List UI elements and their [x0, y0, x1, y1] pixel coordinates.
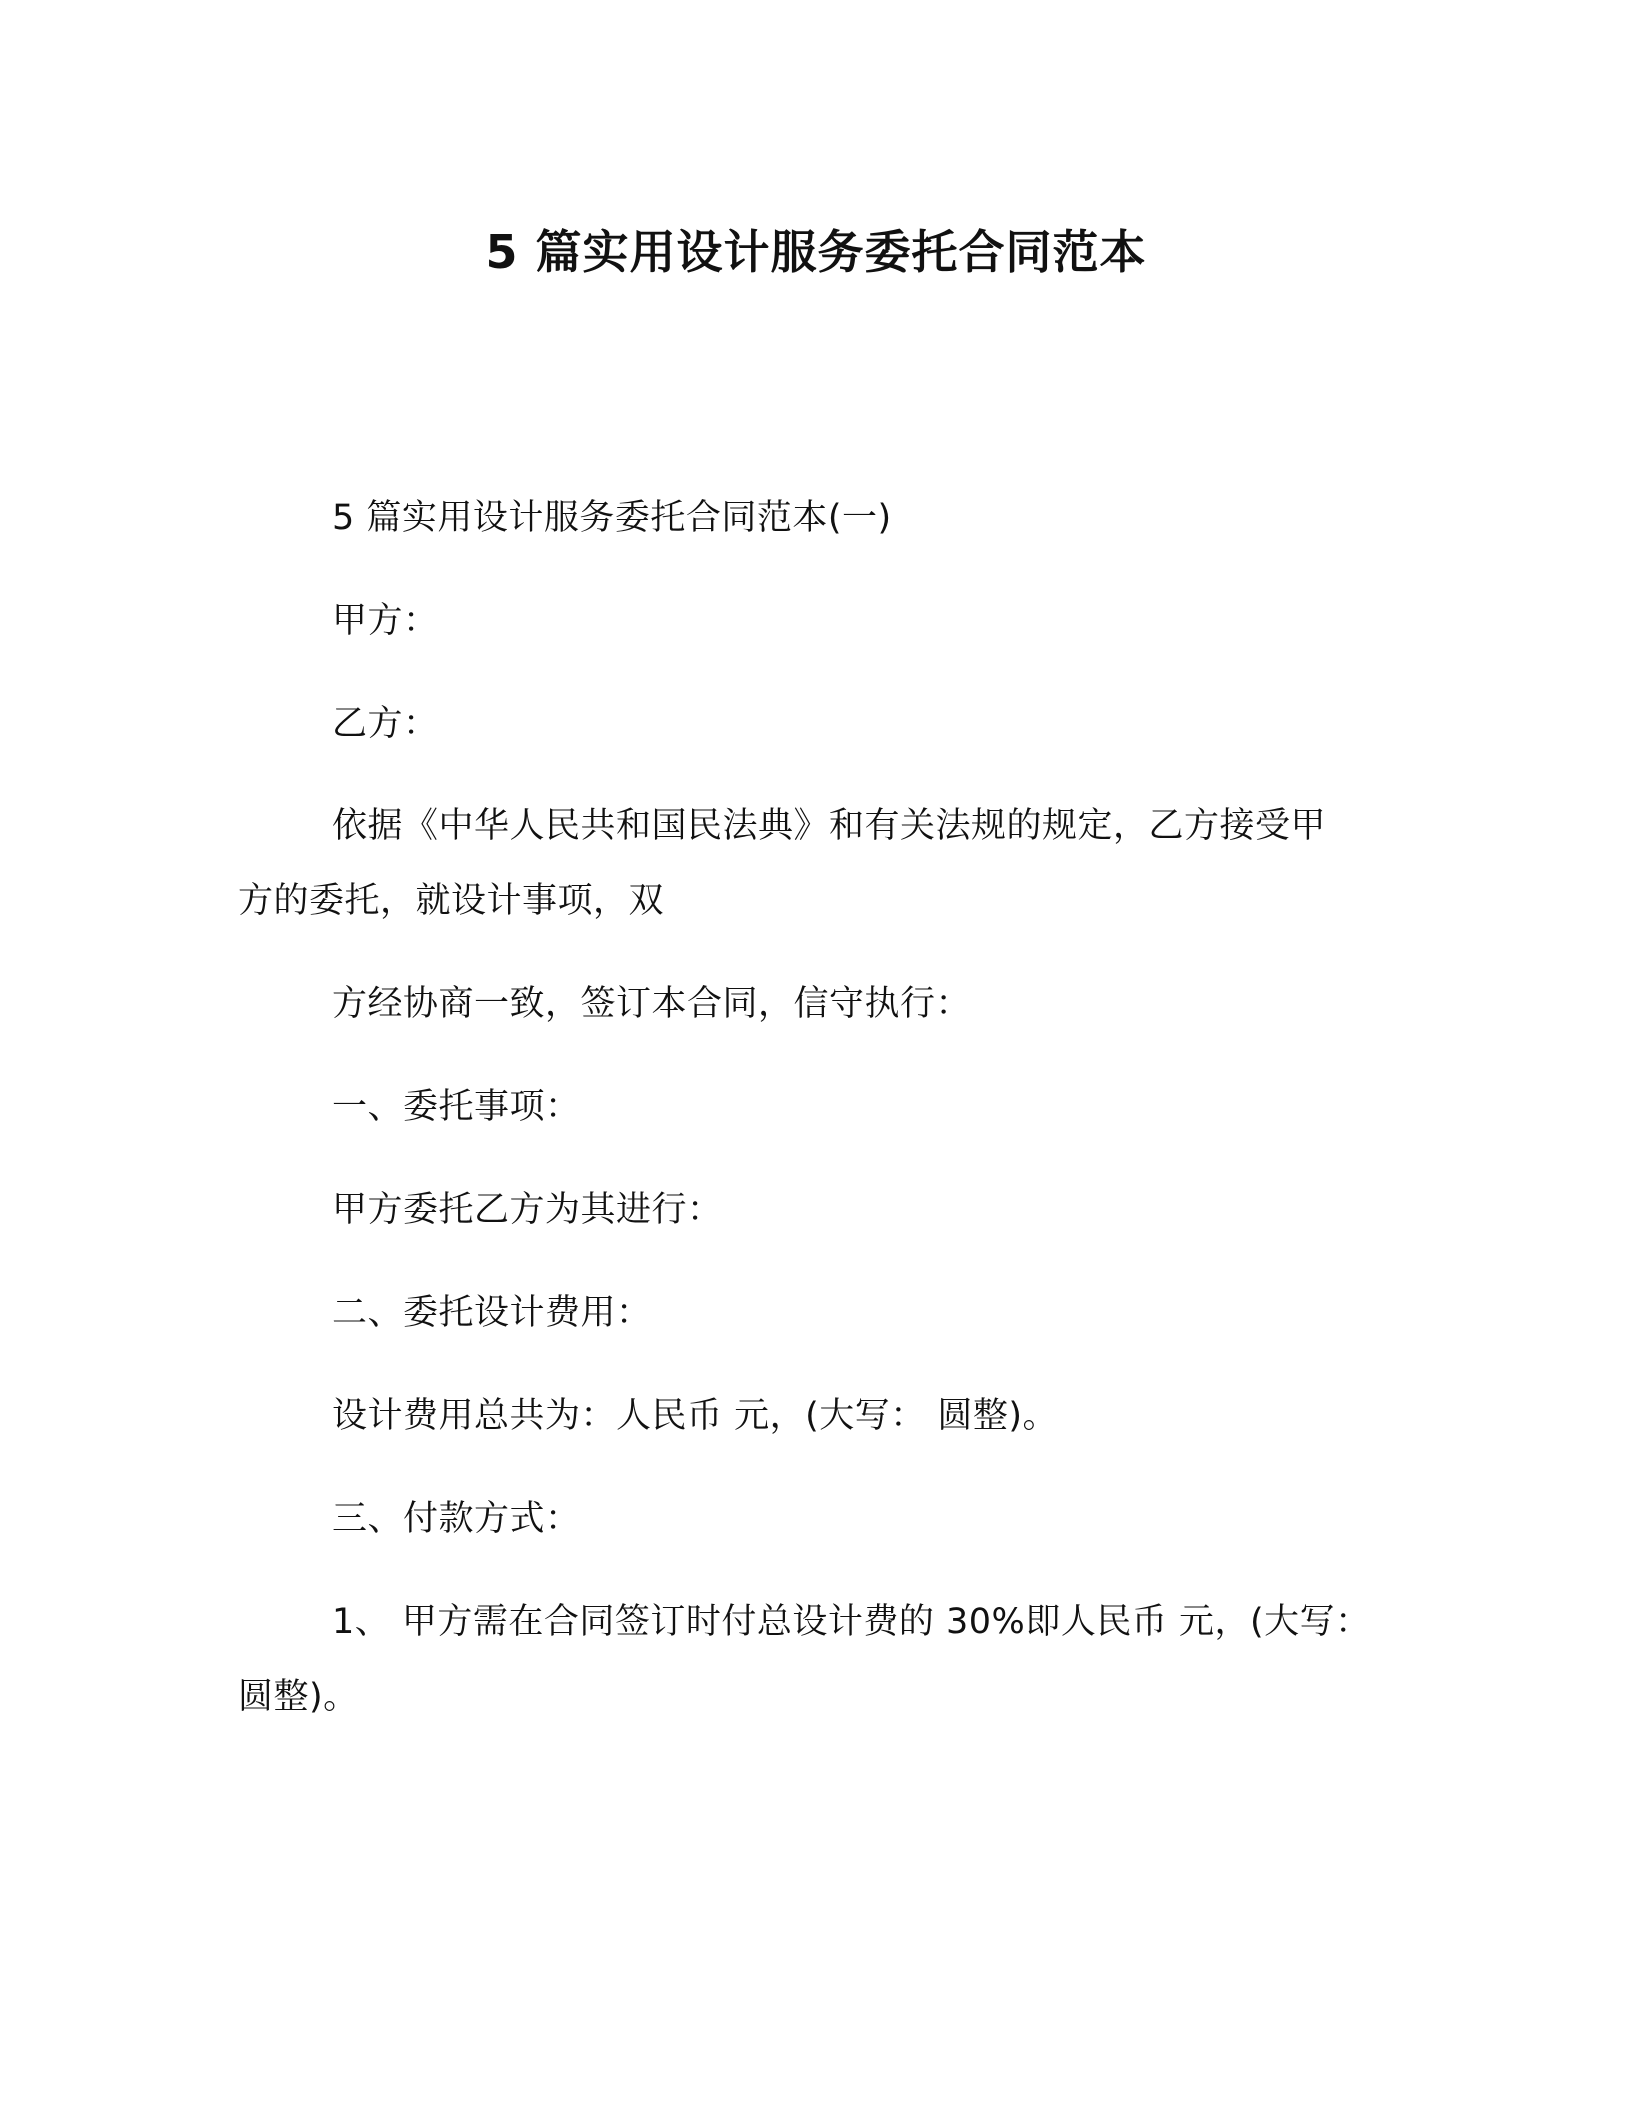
clause-1-heading: 一、委托事项：: [332, 1087, 581, 1127]
preamble-line-2: 方的委托，就设计事项，双: [238, 881, 665, 921]
document-title: 5 篇实用设计服务委托合同范本: [485, 225, 1147, 279]
preamble-line-3: 方经协商一致，签订本合同，信守执行：: [332, 984, 972, 1024]
party-b-label: 乙方：: [332, 704, 439, 744]
clause-3-item-1-line-2: 圆整)。: [238, 1677, 359, 1717]
clause-2-text: 设计费用总共为：人民币 元，(大写： 圆整)。: [332, 1396, 1059, 1436]
clause-3-item-1-line-1: 1、 甲方需在合同签订时付总设计费的 30%即人民币 元，(大写：: [332, 1602, 1371, 1642]
preamble-line-1: 依据《中华人民共和国民法典》和有关法规的规定，乙方接受甲: [332, 806, 1327, 846]
clause-1-text: 甲方委托乙方为其进行：: [332, 1190, 723, 1230]
section-heading: 5 篇实用设计服务委托合同范本(一): [332, 498, 892, 538]
clause-3-heading: 三、付款方式：: [332, 1499, 581, 1539]
party-a-label: 甲方：: [332, 601, 439, 641]
clause-2-heading: 二、委托设计费用：: [332, 1293, 652, 1333]
